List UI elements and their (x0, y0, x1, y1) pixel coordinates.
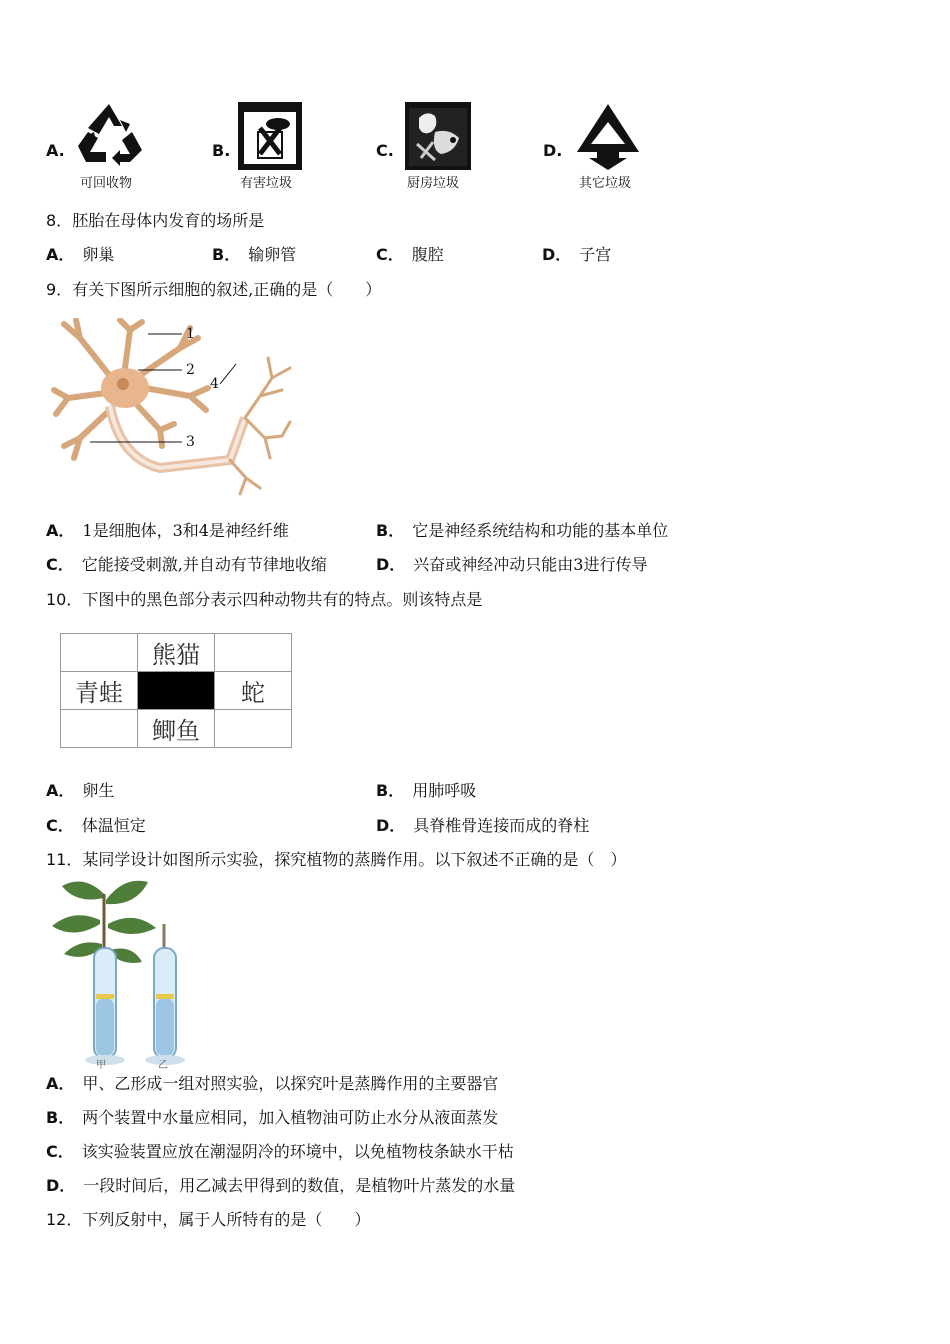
other-waste-icon (575, 102, 641, 170)
q7-option-d-letter: D. (543, 141, 563, 160)
q7-option-c-letter: C. (376, 141, 394, 160)
neuron-label-2: 2 (186, 362, 195, 378)
q10-option-b: B． 用肺呼吸 (376, 781, 477, 800)
q7-option-a-label: 可回收物 (80, 176, 133, 191)
q11-option-a: A． 甲、乙形成一组对照实验，以探究叶是蒸腾作用的主要器官 (46, 1074, 499, 1093)
q9-stem-text: 有关下图所示细胞的叙述,正确的是（ ） (72, 280, 382, 299)
q10-option-a: A． 卵生 (46, 781, 115, 800)
tube-label-yi: 乙 (158, 1060, 168, 1070)
q8-option-c: C． 腹腔 (376, 245, 444, 264)
neuron-label-4: 4 (210, 376, 219, 392)
q8-option-b: B． 输卵管 (212, 245, 297, 264)
transpiration-figure (44, 874, 194, 1070)
q7-option-b-letter: B. (212, 141, 231, 160)
q10-stem (46, 590, 482, 610)
q9-option-c: C． 它能接受刺激,并自动有节律地收缩 (46, 555, 327, 574)
q10-stem-text: 下图中的黑色部分表示四种动物共有的特点。则该特点是 (82, 590, 483, 609)
neuron-label-3: 3 (186, 434, 195, 450)
q8-option-a: A． 卵巢 (46, 245, 115, 264)
q7-option-b-label: 有害垃圾 (240, 176, 293, 191)
q7-option-c-label: 厨房垃圾 (407, 176, 460, 191)
grid-cell-bottom: 鲫鱼 (138, 710, 215, 748)
q9-option-d: D． 兴奋或神经冲动只能由3进行传导 (376, 555, 648, 574)
grid-cell-shared (138, 672, 215, 710)
grid-cell-top: 熊猫 (138, 634, 215, 672)
q10-option-c: C． 体温恒定 (46, 816, 146, 835)
q9-stem (46, 280, 381, 300)
recycle-icon (74, 102, 144, 166)
tube-label-jia: 甲 (96, 1060, 106, 1070)
q12-stem (46, 1210, 370, 1230)
q8-option-d: D． 子宫 (542, 245, 612, 264)
q8-stem (46, 211, 264, 231)
q9-option-b: B． 它是神经系统结构和功能的基本单位 (376, 521, 669, 540)
neuron-figure (50, 318, 300, 498)
q11-number: 11． (46, 850, 83, 869)
q11-stem-text: 某同学设计如图所示实验，探究植物的蒸腾作用。以下叙述不正确的是（ ） (82, 850, 627, 869)
neuron-label-1: 1 (186, 326, 195, 342)
q11-option-b: B． 两个装置中水量应相同，加入植物油可防止水分从液面蒸发 (46, 1108, 499, 1127)
q9-number: 9． (46, 280, 73, 299)
q7-option-d-label: 其它垃圾 (579, 176, 632, 191)
q12-number: 12． (46, 1210, 83, 1229)
grid-cell-right: 蛇 (215, 672, 292, 710)
q12-stem-text: 下列反射中，属于人所特有的是（ ） (82, 1210, 371, 1229)
q11-stem (46, 850, 626, 870)
grid-cell-left: 青蛙 (61, 672, 138, 710)
q9-option-a: A． 1是细胞体，3和4是神经纤维 (46, 521, 289, 540)
q10-number: 10． (46, 590, 83, 609)
q7-option-a-letter: A. (46, 141, 65, 160)
q11-option-d: D． 一段时间后，用乙减去甲得到的数值，是植物叶片蒸发的水量 (46, 1176, 516, 1195)
q8-stem-text: 胚胎在母体内发育的场所是 (72, 211, 265, 230)
animal-venn-grid (60, 633, 292, 748)
q11-option-c: C． 该实验装置应放在潮湿阴冷的环境中，以免植物枝条缺水干枯 (46, 1142, 514, 1161)
q10-option-d: D． 具脊椎骨连接而成的脊柱 (376, 816, 590, 835)
q8-number: 8． (46, 211, 73, 230)
